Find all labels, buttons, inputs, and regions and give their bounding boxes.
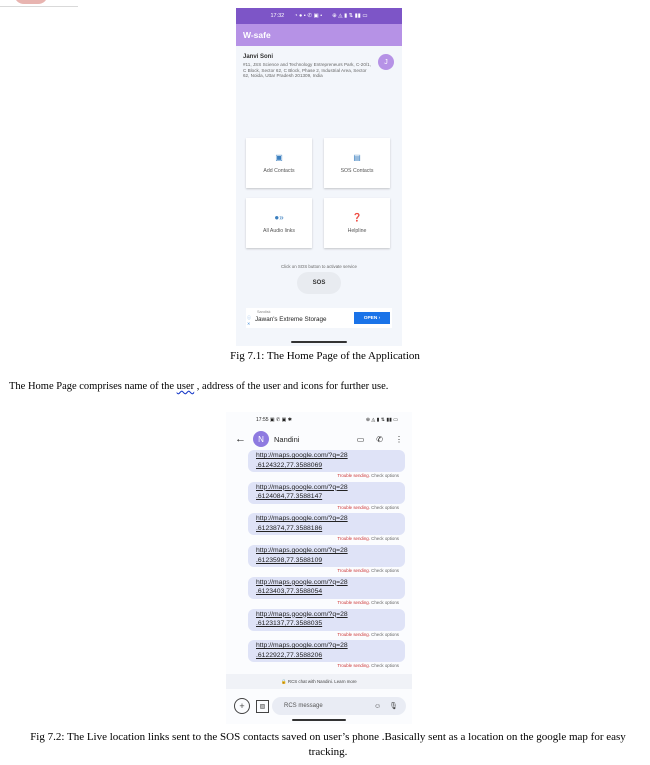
location-link-line2[interactable]: .6123598,77.3588109	[256, 556, 323, 564]
more-options-icon[interactable]: ⋮	[395, 434, 403, 444]
tile-label: All Audio links	[262, 227, 295, 234]
home-page-screenshot	[236, 8, 402, 346]
ad-title: Jawan's Extreme Storage	[255, 316, 327, 323]
phone-icon[interactable]: ✆	[376, 434, 383, 444]
status-time: 17:32	[270, 13, 285, 19]
message-item	[248, 609, 405, 637]
ad-brand: Sandisk	[257, 310, 271, 314]
send-error	[248, 536, 405, 541]
messages-screenshot	[226, 412, 412, 724]
back-arrow-icon[interactable]: ←	[235, 433, 246, 445]
message-bubble[interactable]	[248, 482, 405, 504]
location-link-line2[interactable]: .6124322,77.3588069	[256, 461, 323, 469]
error-text: Trouble sending.	[337, 631, 370, 637]
status-icons-left: ◔ ● ▪ ✆ ▣ •	[294, 13, 323, 19]
avatar[interactable]: J	[378, 54, 394, 70]
record-voice-icon: ●»	[274, 212, 284, 222]
error-text: Trouble sending.	[337, 599, 370, 605]
status-left	[256, 417, 292, 423]
location-link-line1[interactable]: http://maps.google.com/?q=28	[256, 642, 348, 650]
compose-bar	[226, 696, 412, 716]
send-error	[248, 568, 405, 573]
message-item	[248, 640, 405, 668]
message-bubble[interactable]	[248, 577, 405, 599]
gesture-bar	[291, 341, 347, 343]
location-link-line2[interactable]: .6123874,77.3588186	[256, 524, 323, 532]
message-item	[248, 450, 405, 478]
message-item	[248, 513, 405, 541]
figure-caption-1: Fig 7.1: The Home Page of the Application	[230, 350, 420, 362]
user-card	[236, 46, 402, 79]
message-placeholder: RCS message	[284, 703, 323, 709]
ad-banner[interactable]	[246, 308, 392, 328]
sos-button[interactable]: SOS	[297, 272, 341, 294]
check-options-link[interactable]: Check options	[371, 473, 399, 478]
contact-book-icon: ▤	[353, 152, 361, 162]
location-link-line1[interactable]: http://maps.google.com/?q=28	[256, 483, 348, 491]
ad-open-button[interactable]: OPEN ›	[354, 312, 390, 324]
status-icons-right: ⊕ ◬ ▮ ⇅ ▮▮ ▭	[365, 416, 398, 423]
add-icon[interactable]: +	[234, 698, 250, 714]
audio-links-tile[interactable]	[246, 198, 312, 248]
microphone-icon[interactable]: 🎙	[389, 703, 398, 710]
location-link-line2[interactable]: .6124084,77.3588147	[256, 493, 323, 501]
check-options-link[interactable]: Check options	[371, 536, 399, 542]
error-text: Trouble sending.	[337, 536, 370, 542]
message-bubble[interactable]	[248, 609, 405, 631]
send-error	[248, 632, 405, 637]
header-actions	[357, 435, 403, 444]
paragraph-text-end: , address of the user and icons for further use.	[194, 381, 389, 392]
location-link-line1[interactable]: http://maps.google.com/?q=28	[256, 452, 348, 459]
status-icons-right: ⊕ ◬ ▮ ⇅ ▮▮ ▭	[332, 13, 368, 19]
tile-label: SOS Contacts	[340, 167, 374, 174]
add-contacts-tile[interactable]	[246, 138, 312, 188]
send-error	[248, 600, 405, 605]
rcs-notice[interactable]: 🔒 RCS chat with Nandini. Learn more	[226, 674, 412, 689]
status-bar	[236, 8, 402, 24]
sos-hint: Click on SOS button to activate service	[281, 264, 357, 269]
body-paragraph	[9, 381, 388, 392]
ad-info-icon[interactable]: ⓘ ✕	[247, 315, 251, 326]
message-item	[248, 577, 405, 605]
contact-avatar[interactable]: N	[253, 431, 269, 447]
message-item	[248, 482, 405, 510]
paragraph-text-start: The Home Page comprises name of the	[9, 381, 177, 392]
user-address: #11, JSS Science and Technology Entrepreneurs Park, C-20/1, C Block, Sector 62, C Block, Phase 2, Industrial Area, Sector 62, Noida, Uttar Pradesh 201309, India	[243, 62, 372, 79]
location-link-line1[interactable]: http://maps.google.com/?q=28	[256, 578, 348, 586]
send-error	[248, 663, 405, 668]
message-bubble[interactable]	[248, 640, 405, 662]
location-link-line2[interactable]: .6122922,77.3588206	[256, 651, 323, 659]
location-link-line1[interactable]: http://maps.google.com/?q=28	[256, 547, 348, 555]
emoji-icon[interactable]: ☺	[373, 702, 382, 710]
send-error	[248, 505, 405, 510]
check-options-link[interactable]: Check options	[371, 631, 399, 637]
helpline-tile[interactable]	[324, 198, 390, 248]
message-bubble[interactable]	[248, 513, 405, 535]
status-icons-left: ▣ ✆ ▣ ✱	[269, 416, 292, 423]
message-item	[248, 545, 405, 573]
decorative-arc	[14, 0, 48, 4]
gesture-bar	[292, 719, 346, 721]
status-time: 17:55	[256, 416, 269, 423]
error-text: Trouble sending.	[337, 663, 370, 669]
page-top-decoration	[0, 0, 78, 7]
error-text: Trouble sending.	[337, 568, 370, 574]
contact-name[interactable]: Nandini	[274, 434, 300, 444]
tile-label: Add Contacts	[263, 167, 295, 174]
check-options-link[interactable]: Check options	[371, 568, 399, 574]
spellcheck-marked-word: user	[176, 381, 195, 392]
location-link-line1[interactable]: http://maps.google.com/?q=28	[256, 610, 348, 618]
check-options-link[interactable]: Check options	[371, 599, 399, 605]
gallery-icon[interactable]: ▨	[256, 700, 269, 713]
error-text: Trouble sending.	[337, 504, 370, 510]
contacts-icon: ▣	[275, 152, 283, 162]
video-call-icon[interactable]: ▭	[356, 434, 365, 444]
location-link-line2[interactable]: .6123403,77.3588054	[256, 588, 323, 596]
user-name: Janvi Soni	[243, 54, 274, 60]
message-bubble[interactable]	[248, 545, 405, 567]
location-link-line2[interactable]: .6123137,77.3588035	[256, 620, 323, 627]
message-input[interactable]	[272, 697, 406, 715]
check-options-link[interactable]: Check options	[371, 504, 399, 510]
check-options-link[interactable]: Check options	[371, 663, 399, 669]
location-link-line1[interactable]: http://maps.google.com/?q=28	[256, 515, 348, 523]
tile-label: Helpline	[347, 227, 367, 234]
conversation-header	[226, 427, 412, 451]
help-icon: ❓	[352, 212, 362, 222]
message-bubble[interactable]	[248, 450, 405, 472]
app-bar	[236, 24, 402, 46]
status-bar	[226, 412, 412, 427]
figure-caption-2: Fig 7.2: The Live location links sent to the SOS contacts saved on user’s phone .Basically sent as a location on the google map for easy tracking.	[30, 731, 626, 758]
error-text: Trouble sending.	[337, 473, 370, 478]
sos-contacts-tile[interactable]	[324, 138, 390, 188]
app-title: W-safe	[243, 30, 271, 40]
send-error	[248, 473, 405, 478]
